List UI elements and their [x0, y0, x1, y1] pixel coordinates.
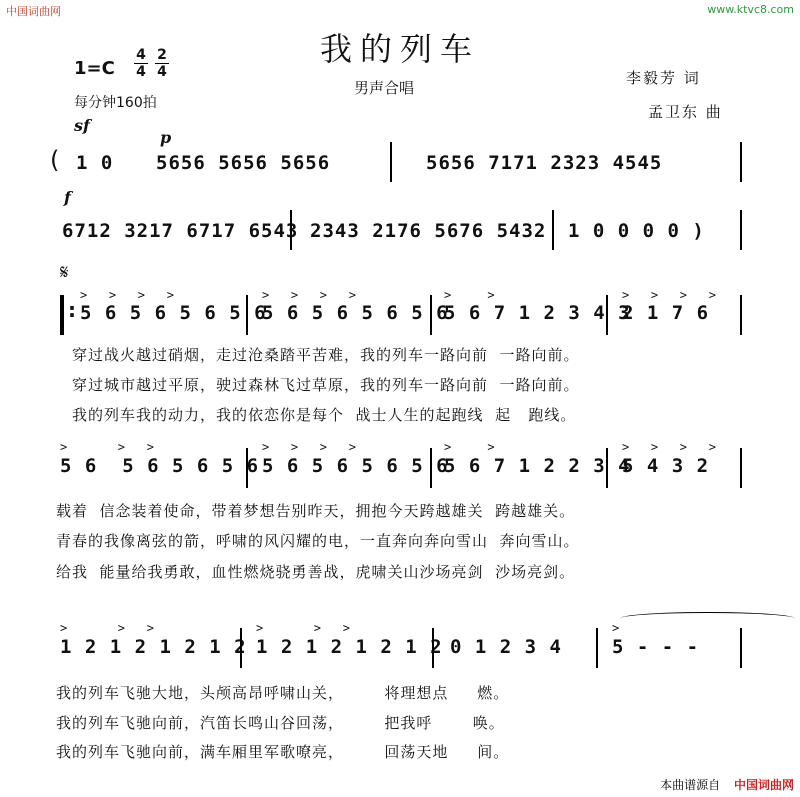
bar-line [430, 448, 432, 488]
time-signature-4-4 [134, 48, 148, 79]
lyric-line: 我的列车我的动力，我的依恋你是每个 战士人生的起跑线 起 跑线。 [72, 406, 577, 424]
accent-marks: > > > > [80, 288, 174, 302]
accent-marks: > > > > [622, 440, 716, 454]
watermark-left: 中国词曲网 [6, 5, 61, 18]
bar-line [606, 448, 608, 488]
composer-credit: 孟卫东 曲 [648, 103, 723, 121]
time-sig-denominator: 4 [136, 64, 146, 80]
bar-line [430, 295, 432, 335]
watermark-right: www.ktvc8.com [707, 3, 794, 16]
bar-line [432, 628, 434, 668]
tie-slur [620, 612, 795, 625]
open-parenthesis: ( [50, 146, 60, 174]
measure: 5 - - - [612, 636, 700, 658]
lyricist-credit: 李毅芳 词 [626, 69, 701, 87]
measure: 5 6 5 6 5 6 5 6 [262, 302, 449, 324]
measure: 5 6 5 6 5 6 5 6 [60, 455, 260, 477]
accent-marks: > > > > [262, 288, 356, 302]
bar-line [606, 295, 608, 335]
bar-line [596, 628, 598, 668]
bar-line [390, 142, 392, 182]
time-sig-denominator: 4 [157, 64, 167, 80]
bar-line [290, 210, 292, 250]
accent-marks: > > [444, 440, 495, 454]
dynamic-f: f [64, 188, 71, 207]
measure: 5656 5656 5656 [156, 152, 331, 174]
song-subtitle: 男声合唱 [354, 79, 415, 97]
bar-line [740, 142, 742, 182]
measure: 1 2 1 2 1 2 1 2 [60, 636, 247, 658]
measure: 5 6 7 1 2 2 3 4 [444, 455, 631, 477]
accent-marks: > > > [60, 440, 154, 454]
bar-line [240, 628, 242, 668]
footer-site-link[interactable]: 中国词曲网 [733, 778, 794, 792]
measure: 0 1 2 3 4 [450, 636, 562, 658]
lyric-line: 我的列车飞驰向前，满车厢里军歌嘹亮， 回荡天地 间。 [56, 743, 510, 761]
footer-credit [660, 776, 794, 793]
accent-marks: > > > [60, 621, 154, 635]
time-sig-numerator: 4 [136, 47, 146, 63]
accent-marks: > [612, 621, 620, 635]
accent-marks: > > > > [622, 288, 716, 302]
lyric-line: 给我 能量给我勇敢，血性燃烧骁勇善战，虎啸关山沙场亮剑 沙场亮剑。 [56, 563, 576, 581]
measure: 6712 3217 6717 6543 [62, 220, 299, 242]
tempo-marking: 每分钟160拍 [74, 95, 157, 111]
measure: 5 6 5 6 5 6 5 6 [262, 455, 449, 477]
accent-marks: > > > [256, 621, 350, 635]
dynamic-sf: sf [74, 116, 90, 135]
measure: 5656 7171 2323 4545 [426, 152, 663, 174]
key-signature: 1=C [74, 58, 115, 79]
segno-sign: 𝄋 [60, 260, 69, 284]
time-signature-2-4 [155, 48, 169, 79]
bar-line [246, 295, 248, 335]
measure: 5 4 3 2 [622, 455, 710, 477]
measure: 1 0 [76, 152, 114, 174]
measure: 2 1 7 6 [622, 302, 710, 324]
bar-line [740, 295, 742, 335]
lyric-line: 我的列车飞驰大地，头颅高昂呼啸山关， 将理想点 燃。 [56, 684, 510, 702]
repeat-start-bar [60, 295, 64, 335]
accent-marks: > > [444, 288, 495, 302]
measure: 5 6 7 1 2 3 4 3 [444, 302, 631, 324]
lyric-line: 穿过城市越过平原，驶过森林飞过草原，我的列车一路向前 一路向前。 [72, 376, 580, 394]
accent-marks: > > > > [262, 440, 356, 454]
bar-line [246, 448, 248, 488]
bar-line [552, 210, 554, 250]
dynamic-p: p [160, 128, 172, 147]
footer-source: 本曲谱源自 [660, 778, 721, 792]
bar-line [740, 448, 742, 488]
measure: 1 0 0 0 0 ) [568, 220, 705, 242]
lyric-line: 青春的我像离弦的箭，呼啸的风闪耀的电，一直奔向奔向雪山 奔向雪山。 [56, 532, 580, 550]
repeat-dots: : [68, 298, 76, 322]
lyric-line: 穿过战火越过硝烟，走过沧桑踏平苦难，我的列车一路向前 一路向前。 [72, 346, 580, 364]
bar-line [740, 628, 742, 668]
time-sig-numerator: 2 [157, 47, 167, 63]
song-title: 我的列车 [319, 30, 480, 68]
lyric-line: 我的列车飞驰向前，汽笛长鸣山谷回荡， 把我呼 唤。 [56, 714, 505, 732]
lyric-line: 载着 信念装着使命，带着梦想告别昨天，拥抱今天跨越雄关 跨越雄关。 [56, 502, 576, 520]
bar-line [740, 210, 742, 250]
measure: 2343 2176 5676 5432 [310, 220, 547, 242]
measure: 1 2 1 2 1 2 1 2 [256, 636, 443, 658]
measure: 5 6 5 6 5 6 5 6 [80, 302, 267, 324]
